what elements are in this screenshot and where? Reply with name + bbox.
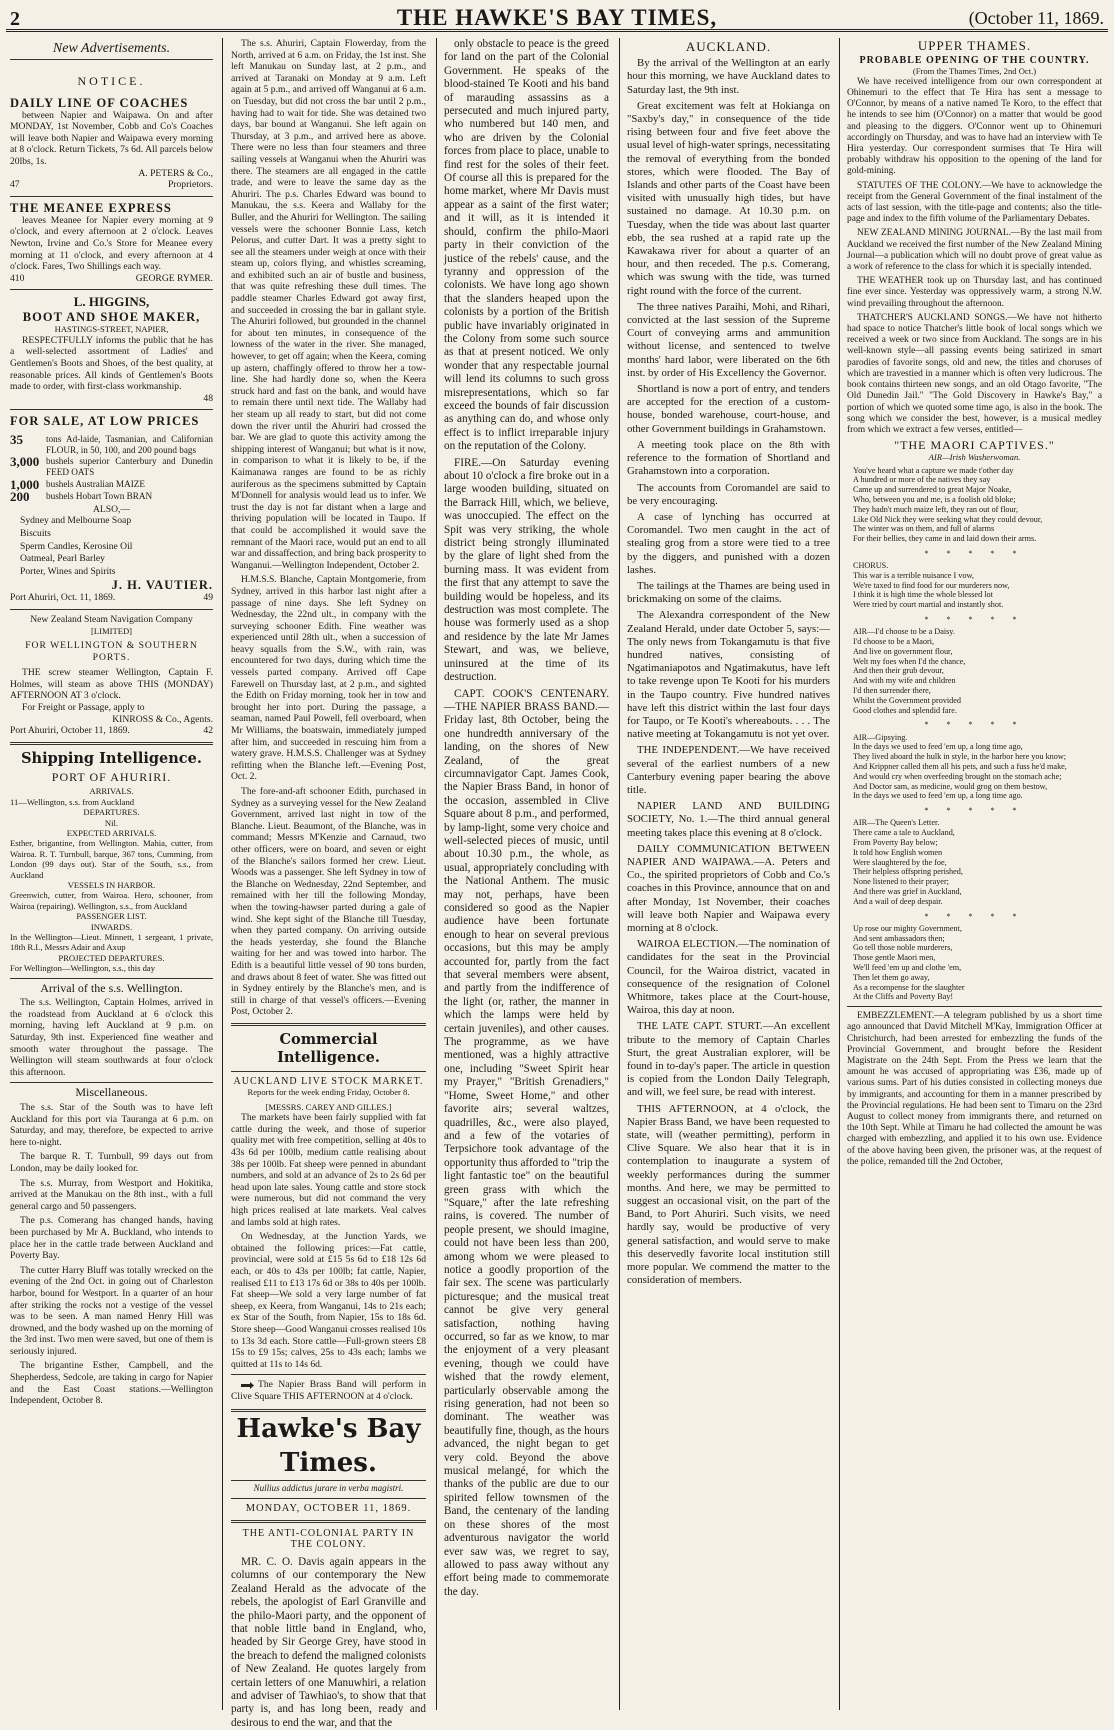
divider	[10, 409, 213, 410]
band-notice	[231, 1379, 426, 1402]
company-name: New Zealand Steam Navigation Company	[30, 614, 193, 625]
poem-line: Were slaughtered by the foe,	[853, 857, 947, 867]
column-rule	[436, 38, 437, 1710]
auckland-paragraphs	[627, 57, 830, 1287]
sale-qty: 200	[10, 489, 30, 505]
ad-ref: 48	[203, 392, 213, 404]
upper-thames-paragraphs	[847, 77, 1102, 436]
ad-body: between Napier and Waipawa. On and after MONDAY, 1st November, Cobb and Co's Coaches will leave both Napier and Waipawa every morning at 8 o'clock. Return Tickets, 7s 6d. All parcels below 20lbs, 1s.	[10, 109, 213, 167]
ad-heading: THE MEANEE EXPRESS	[10, 200, 172, 215]
vessels-in-harbor: Greenwich, cutter, from Wairoa. Hero, schooner, from Wairoa (repairing). Wellington, s.s., from Auckland	[10, 890, 213, 911]
market-paragraph: The markets have been fairly supplied with fat cattle during the week, and those of superior quality met with free competition, selling at 40s to 43s 6d per 100lb, medium cattle realising about 38s per 100lb. Fat sheep were penned in abundant numbers, and sold at an advance of 2s to 2s 6d per head upon late sales. Young cattle and store stock were numerous, but did not command the very high prices realised at late markets. Veal calves and lambs sold at high rates.	[231, 1112, 426, 1228]
ad-date: Port Ahuriri, Oct. 11, 1869.	[10, 592, 116, 604]
sale-extra: Oatmeal, Pearl Barley	[20, 553, 105, 565]
commercial-intelligence	[231, 1031, 426, 1403]
divider	[10, 196, 213, 197]
expected-arrivals: Esther, brigantine, from Wellington. Mahia, cutter, from Wairoa. R. T. Turnbull, barque, 367 tons, Cumming, from London (99 days out). Star of the South, s.s., from Auckland	[10, 838, 213, 880]
editorial-date: MONDAY, OCTOBER 11, 1869.	[245, 1503, 412, 1515]
sale-extra: Sperm Candles, Kerosine Oil	[20, 540, 133, 552]
ad-ref: 410	[10, 272, 25, 284]
ad-heading: FOR SALE, AT LOW PRICES	[10, 414, 200, 429]
arrivals-label: ARRIVALS.	[89, 786, 134, 797]
poem-line: The winter was on them, and full of alarms	[853, 524, 995, 534]
notice-heading: NOTICE.	[77, 74, 146, 88]
editorial-paragraph: FIRE.—On Saturday evening about 10 o'clock a fire broke out in a large wooden building, situated on the Barrack Hill, which, we believe, was unoccupied. The effect on the Spit was very striking, the whole district being strongly illuminated by the glare of light shed from the burning mass. It was evident from the first that any attempt to save the building would be hopeless, and its destruction was most complete. The house was formerly used as a shop and residence by the late Mr James Stewart, and was, we believe, uninsured at the time of its destruction.	[444, 456, 609, 684]
poem-line: Good clothes and splendid fare.	[853, 705, 957, 715]
poem-line: Who, between you and me, is a foolish old bloke;	[853, 494, 1016, 504]
stanza-separator: * * * * *	[924, 911, 1025, 921]
news-paragraph: The fore-and-aft schooner Edith, purchased in Sydney as a surveying vessel for the New Zealand Government, arrived last night in tow of the Blanche. Lieut. Beaumont, of the Blanche, was in command; Messrs M'Kenzie and Carnaud, two other officers, were on board, and seven or eight of the Blanche's sailors formed her crew. Lieut. Woods was a passenger. She left Sydney in tow of the Blanche on Wednesday, 22nd September, and remained with her till the following Monday, when the towing-hawser parted during a gale of wind. She kept sight of the Blanche till Tuesday, when they parted company. On arriving outside the heads yesterday, she found the Blanche waiting for her and was towed into harbor. The Edith is a beautiful little vessel of 90 tons burden, and draws about 8 feet of water. She was fitted out in Sydney entirely by the Blanche's men, and is still in charge of that vessel's officers.—Evening Post, October 2.	[231, 786, 426, 1018]
ad-trade: BOOT AND SHOE MAKER,	[22, 310, 201, 325]
auckland-paragraph: THE LATE CAPT. STURT.—An excellent tribute to the memory of Captain Charles Sturt, the great Australian explorer, will be found in to-day's paper. The article in question is copied from the London Daily Telegraph, and will, we feel sure, be read with interest.	[627, 1020, 830, 1099]
market-paragraph: On Wednesday, at the Junction Yards, we obtained the following prices:—Fat cattle, provincial, were sold at £15 5s 6d to £18 12s 6d each, or 40s to 43s per 100lb; fat cattle, Napier, realised £11 to £13 17s 6d or 38s to 40s per 100lb. Fat sheep—We sold a very large number of fat sheep, ex Keera, from Wanganui, 14s to 21s each; ex Star of the South, from Napier, 15s to 18s 6d. Store sheep—Good Wanganui crosses realised 10s to 13s 3d each. Store cattle—Full-grown steers £8 15s to £9 15s; calves, 25s to 43s each; lambs we quitted at 11s to 14s 6d.	[231, 1231, 426, 1370]
ad-signature: GEORGE RYMER.	[135, 272, 213, 284]
misc-paragraph: The barque R. T. Turnbull, 99 days out from London, may be daily looked for.	[10, 1151, 213, 1174]
poem-line: At the Cliffs and Poverty Bay!	[853, 992, 954, 1002]
port-name: PORT OF AHURIRI.	[51, 769, 172, 784]
poem-line: In the days we used to feed 'em up, a long time ago,	[853, 742, 1023, 752]
column-rule	[839, 38, 840, 1710]
thames-paragraph: THATCHER'S AUCKLAND SONGS.—We have not hitherto had space to notice Thatcher's little book of local songs which we received a week or two since from Auckland. The songs are in his well-known style—all passing events being satirized in smart parodies of favorite songs, old and new, the titles and choruses of which are travestied in a manner which is often very ludicrous. The book contains thirteen new songs, and an old Otago favorite, "The Old Dunedin Jail." "The Gold Discovery in Hawke's Bay," a portion of which we quoted some time ago, is also in the book. The song which we consider the best, however, is a musical medley from which we extract a few verses, entitled—	[847, 312, 1102, 435]
poem-stanza	[853, 733, 1102, 802]
divider	[10, 609, 213, 610]
ad-name: L. HIGGINS,	[73, 294, 150, 310]
upper-thames-subheading: PROBABLE OPENING OF THE COUNTRY.	[859, 55, 1090, 67]
coaches-ad	[10, 96, 213, 191]
arrival-body: The s.s. Wellington, Captain Holmes, arrived in the roadstead from Auckland at 6 o'clock this morning, having left Auckland at 9 p.m. on Saturday, 9th inst. Experienced fine weather and smooth water throughout the passage. The Wellington will steam southwards at four o'clock this afternoon.	[10, 997, 213, 1078]
poem-line: And would cry when overfeeding brought on the stomach ache;	[853, 771, 1062, 781]
editorial-paragraph: CAPT. COOK'S CENTENARY.—THE NAPIER BRASS BAND.—Friday last, 8th October, being the one hundredth anniversary of the landing, on the shores of New Zealand, of the great circumnavigator Capt. James Cook, the Napier Brass Band, in honor of the occasion, assembled in Clive Square about 8 p.m., and performed, by lamp-light, some very choice and well-selected pieces of music, until about 10.30 p.m., the whole, as usual, appropriately concluding with the National Anthem. The music may not, perhaps, have been considered so good as the Napier audience have been fortunate enough to hear on several previous occasions, but this may be amply accounted for, partly from the fact that several members were absent, and partly from the indifference of the light (or, rather, the manner in which the lamps were held by certain juveniles), and other causes. The programme, as we have mentioned, was a highly attractive one, including "Sweet Spirit hear my Prayer," "British Grenadiers," "Home, Sweet Home," and other favorite airs; several waltzes, quadrilles, &c., were also played, and a few of the votaries of Terpsichore took advantage of the opportunity thus afforded to "trip the light fantastic toe" on the beautiful green grass with which the "Square," after the late refreshing rains, is covered. The number of people present, we should imagine, could not have been less than 200, among whom we were pleased to notice a goodly proportion of the fair sex. The scene was particularly picturesque; and the musical treat cannot be give very general satisfaction, nothing having occurred, so far as we know, to mar the enjoyment of a very pleasant evening, though we could have wished that the rowdy element, particularly observable among the rising generation, had not been so dominant. The weather was beautifully fine, though, as the hours advanced, the night began to get very cold. Beyond the above musical melangé, for which the thanks of the public are due to our spirited fellow townsmen of the Band, the centenary of the landing on these shores of the most adventurous navigator the world ever saw was, we regret to say, allowed to pass away without any effort being made to commemorate the day.	[444, 687, 609, 1598]
harbor-label: VESSELS IN HARBOR.	[67, 880, 156, 890]
agents: KINROSS & Co., Agents.	[112, 713, 213, 725]
stanza-separator: * * * * *	[924, 806, 1025, 816]
ad-ref: 49	[203, 592, 213, 604]
auckland-paragraph: THE INDEPENDENT.—We have received several of the earliest numbers of a new Canterbury evening paper bearing the above title.	[627, 744, 830, 796]
sale-items	[10, 434, 213, 503]
route: FOR WELLINGTON & SOUTHERN PORTS.	[25, 640, 198, 663]
poem-line: We're taxed to find food for our murderers now,	[853, 580, 1010, 590]
paper-title: Hawke's Bay Times.	[231, 1409, 426, 1481]
stanza-separator: * * * * *	[924, 548, 1025, 558]
sale-extra: Sydney and Melbourne Soap	[20, 515, 132, 527]
news-paragraph: H.M.S.S. Blanche, Captain Montgomerie, from Sydney, arrived in this harbor last night after a passage of nine days. She left Sydney on Wednesday, the 22nd ult., in company with the surveying schooner Edith. Fine weather was experienced until 28th ult., when a succession of heavy squalls from the S.W., with rain, was encountered for two days, during which time the vessels parted company. Arrived off Cape Farewell on Thursday last, at 2 p.m., and sighted the Edith on Friday morning, took her in tow and brought her into port. During the passage, a seaman, named Paul Powell, fell overboard, when Mr Williams, the boatswain, immediately jumped after him, and succeeded in rescuing him from a watery grave. H.M.S.S. Challenger was at Sydney refitting when the Blanche left.—Evening Post, Oct. 2.	[231, 574, 426, 783]
sale-item	[10, 491, 213, 503]
divider	[231, 1520, 426, 1523]
editorial-body: MR. C. O. Davis again appears in the columns of our contemporary the New Zealand Herald as the advocate of the rebels, the apologist of Earl Granville and the philo-Maori party, and the opponent of that noble little band in England, who, headed by Sir George Grey, have stood in the breach to defend the maligned colonists of New Zealand. He quotes largely from certain letters of one Manuwhiri, a relation and adviser of Tawhiao's, to show that that party is, and has long been, ready and desirous to end the war, and that the	[231, 1555, 426, 1729]
shipping-intelligence	[10, 750, 213, 974]
poem-line: And Doctor sam, as medicine, would grog on them bestow,	[853, 781, 1048, 791]
freight-line: For Freight or Passage, apply to	[22, 701, 145, 713]
auckland-paragraph: Shortland is now a port of entry, and tenders are accepted for the erection of a custom-house, bonded warehouse, court-house, and other Government buildings in Grahamstown.	[627, 383, 830, 435]
divider	[847, 1006, 1102, 1007]
paper-motto: Nullius addictus jurare in verba magistri.	[253, 1482, 404, 1493]
misc-paragraph: The cutter Harry Bluff was totally wrecked on the evening of the 2nd Oct. in going out of Charleston harbor, bound for Westport. In a quarter of an hour after striking the rocks not a vestige of the vessel was to be seen. A man named Henry Hill was drowned, and the body washed up on the morning of the 3rd inst. Two men were saved, but one of them is seriously injured.	[10, 1264, 213, 1357]
newspaper-title: THE HAWKE'S BAY TIMES,	[396, 5, 718, 30]
embezzlement-article: EMBEZZLEMENT.—A telegram published by us a short time ago announced that David Mitchell M'Kay, Immigration Officer at Christchurch, had been arrested for embezzling the funds of the Provincial Government, and brought before the Resident Magistrate on the 24th Sept. From the Press we learn that the amount he was accused of appropriating was £36, made up of various sums. Part of his duties consisted in collecting moneys due by immigrants, and accounting for them in a manner prescribed by the Provincial regulations. He had been sent to Timaru on the 23rd August to collect money from immigrants there, and returned on the 10th Sept. While at Timaru he had collected the amount he was charged with embezzling, and applied it to his own use. Evidence of the above having been given, the prisoner was, at the request of the police, remanded till the 2nd October,	[847, 1011, 1102, 1167]
sale-also: ALSO,—	[92, 503, 131, 515]
divider	[231, 1498, 426, 1499]
column-auckland	[623, 38, 836, 1710]
poem-line: Their helpless offspring perished,	[853, 867, 963, 877]
poem-line: There came a tale to Auckland,	[853, 828, 955, 838]
sale-qty: 35	[10, 432, 23, 448]
inwards-label: INWARDS.	[90, 921, 133, 932]
ad-body: RESPECTFULLY informs the public that he has a well-selected assortment of Ladies' and Gentlemen's Boots and Shoes, of the best quality, at reasonable prices. All kinds of Gentlemen's Boots made to order, with first-class workmanship.	[10, 334, 213, 393]
sale-text: bushels Hobart Town BRAN	[46, 491, 153, 502]
sale-extra: Biscuits	[20, 528, 51, 540]
expected-label: EXPECTED ARRIVALS.	[66, 827, 157, 838]
commercial-heading: Commercial Intelligence.	[277, 1030, 380, 1066]
poem-title: "THE MAORI CAPTIVES."	[894, 438, 1055, 453]
poem-line: And Krippner called them all his pets, and such a fuss he'd make,	[853, 762, 1067, 772]
poem-line: A hundred or more of the natives they say	[853, 475, 991, 485]
auckland-paragraph: By the arrival of the Wellington at an early hour this morning, we have Auckland dates to Saturday last, the 9th inst.	[627, 57, 830, 96]
ad-signature: J. H. VAUTIER.	[111, 578, 213, 593]
editorial-paragraphs	[444, 38, 609, 1599]
divider	[10, 289, 213, 290]
poem-line: CHORUS.	[853, 561, 889, 571]
column-advertisements	[6, 38, 219, 1710]
poem-line: From Poverty Bay below;	[853, 838, 938, 848]
poem-line: AIR—I'd choose to be a Daisy.	[853, 627, 955, 637]
poem-line: I'd choose to be a Maori,	[853, 637, 935, 647]
ad-signature: A. PETERS & Co.,	[138, 167, 213, 179]
poem-line: We'll feed 'em up and clothe 'em,	[853, 963, 962, 972]
ad-date: Port Ahuriri, October 11, 1869.	[10, 725, 130, 737]
meanee-express-ad	[10, 201, 213, 285]
poem-stanza	[853, 561, 1102, 610]
upper-thames-source: (From the Thames Times, 2nd Oct.)	[912, 66, 1037, 77]
auckland-paragraph: NAPIER LAND AND BUILDING SOCIETY, No. 1.—The third annual general meeting takes place this evening at 8 o'clock.	[627, 800, 830, 839]
poem-line: They lived aboard the hulk in style, in the harbor here you know;	[853, 752, 1067, 762]
misc-paragraphs	[10, 1102, 213, 1407]
divider	[10, 978, 213, 979]
poem-line: Like Old Nick they were seeking what they could devour,	[853, 514, 1043, 524]
stanza-separator: * * * * *	[924, 615, 1025, 625]
poem-line: Go tell those noble murderers,	[853, 943, 953, 953]
sale-item	[10, 456, 213, 477]
poem-line: Up rose our mighty Government,	[853, 923, 962, 933]
auckland-paragraph: The tailings at the Thames are being used in brickmaking on some of the claims.	[627, 579, 830, 606]
departures-label: DEPARTURES.	[83, 807, 140, 818]
sale-qty: 1,000	[10, 476, 40, 492]
stanza-separator: * * * * *	[924, 720, 1025, 730]
divider	[10, 1082, 213, 1083]
market-title: AUCKLAND LIVE STOCK MARKET.	[233, 1075, 424, 1087]
poem-line: Those gentle Maori men,	[853, 953, 936, 963]
misc-paragraph: The s.s. Murray, from Westport and Hokitika, arrived at the Manukau on the 8th inst., with a full general cargo and 50 passengers.	[10, 1177, 213, 1212]
ad-address: HASTINGS-STREET, NAPIER,	[54, 324, 169, 335]
poem-stanza	[853, 466, 1102, 544]
misc-paragraph: The p.s. Comerang has changed hands, having been purchased by Mr A. Buckland, who intends to place her in the cattle trade between Auckland and Poverty Bay.	[10, 1215, 213, 1262]
arrival-article	[10, 980, 213, 1079]
departures: Nil.	[104, 817, 119, 828]
inwards: In the Wellington—Lieut. Minnett, 1 sergeant, 1 private, 18th R.I., Messrs Adair and Axup	[10, 932, 213, 953]
ad-ref: 42	[203, 725, 213, 737]
poem-line: It told how English women	[853, 847, 943, 857]
poem-stanza	[853, 627, 1102, 715]
poem-line: Were tried by court martial and instantly shot.	[853, 600, 1004, 610]
poem-line: I'd then surrender there,	[853, 686, 931, 696]
sale-ad	[10, 414, 213, 604]
poem-line: As a recompense for the slaughter	[853, 982, 965, 992]
column-upper-thames	[843, 38, 1108, 1710]
news-paragraph: The s.s. Ahuriri, Captain Flowerday, from the North, arrived at 6 a.m. on Friday, the 1st inst. She left Manukau on Sunday last, at 2 p.m., and arrived at Taranaki on Monday at 9 a.m. Left again at 5 p.m., and arrived off Wanganui at 6 a.m. on Tuesday, but did not cross the bar until 2 p.m., having had to wait for tide. She was detained two days, bar bound at Wanganui. She left again on Thursday, at 3 p.m., and arrived here as above. There were no less than four steamers and three sailing vessels at Wanganui when the Ahuriri was there. The steamers are all engaged in the cattle trade, and were to leave the same day as the Ahuriri. The p.s. Charles Edward was bound to Manukau, the s.s. Keera and Wallaby for the Buller, and the Ahuriri for Wellington. The sailing vessels were the schooner Bonnie Lass, ketch Pelorus, and cutter Dart. It was a pretty sight to see all the steamers under weigh at once with their steam up, colors flying, and whistles screaming, and exhibited such an air of bustle and business, that was quite refreshing these dull times. The paddle steamer Charles Edward got away first, and succeeded in crossing the bar in gallant style. The Ahuriri followed, but grounded in the channel for about ten minutes, in consequence of the lowness of the water in the river. She managed, however, to get off again; when the Keera, coming up astern, chaffingly offered to throw her a tow-line. She had hardly done so, when the Keera struck hard and fast on the bank, and would have to remain there until next tide. The Wallaby had her steam up all ready to start, but did not come down the river until the Ahuriri had crossed the bar. We are glad to quote this activity among the shipping interest of Wanganui; but what is it now, in comparison to what it is likely to be, if the Kaimanawa ranges are found to be as richly auriferous as the specimens submitted by Captain M'Donnell for analysis would lead us to infer. We trust the day is not far distant when a large and thriving population will be located in Taupo. If that could be accomplished it would save the remnant of the Maori race, would put an end to all war and dissaffection, and bring back prosperity to Wanganui.—Wellington Independent, October 2.	[231, 38, 426, 571]
poem-line: I think it is high time the whole blessed lot	[853, 590, 993, 600]
ad-body: THE screw steamer Wellington, Captain F. Holmes, will steam as above THIS (MONDAY) AFTERNOON AT 3 o'clock.	[10, 667, 213, 702]
poem-line: Whilst the Government provided	[853, 695, 962, 705]
poem-line: AIR—The Queen's Letter.	[853, 818, 940, 828]
market-paragraphs	[231, 1112, 426, 1370]
projected-departures: For Wellington—Wellington, s.s., this day	[10, 963, 156, 974]
auckland-heading: AUCKLAND.	[685, 39, 772, 54]
miscellaneous	[10, 1087, 213, 1406]
ad-body: leaves Meanee for Napier every morning at 9 o'clock, and every afternoon at 2 o'clock. Leaves Newton, Irvine and Co.'s Store for Meanee every morning at 11 o'clock, and every afternoon at 4 o'clock. Fares, Two Shillings each way.	[10, 214, 213, 273]
poem-line: Then let them go away,	[853, 972, 930, 982]
misc-paragraph: The brigantine Esther, Campbell, and the Shepherdess, Sedcole, are taking in cargo for Napier and the East Coast stations.—Wellington Independent, October 8.	[10, 1360, 213, 1407]
sale-item	[10, 434, 213, 455]
poem-line: In the days we used to feed 'em up, a long time ago.	[853, 791, 1023, 801]
divider	[10, 742, 213, 745]
auckland-paragraph: The three natives Paraihi, Mohi, and Rihari, convicted at the last session of the Supreme Court of conveying arms and ammunition without license, and sentenced to twelve months' hard labor, were liberated on the 6th inst. by order of His Excellency the Governor.	[627, 300, 830, 379]
poem-stanza	[853, 818, 1102, 906]
divider	[231, 1023, 426, 1026]
arrivals: 11—Wellington, s.s. from Auckland	[10, 796, 135, 807]
masthead	[6, 4, 1108, 32]
auckland-paragraph: DAILY COMMUNICATION BETWEEN NAPIER AND WAIPAWA.—A. Peters and Co., the spirited proprietors of Cobb and Co.'s coaches in this Province, announce that on and after Monday, 1st November, their coaches will leave both Napier and Waipawa every morning at 8 o'clock.	[627, 842, 830, 934]
poem-line: And live on government flour,	[853, 646, 953, 656]
poem-line: AIR—Gipsying.	[853, 732, 908, 742]
sale-text: tons Ad-laide, Tasmanian, and Californian FLOUR, in 50, 100, and 200 pound bags	[46, 434, 213, 455]
divider	[231, 1374, 426, 1375]
ad-heading: DAILY LINE OF COACHES	[10, 95, 189, 110]
poem-line: And then their grub devour,	[853, 666, 944, 676]
company-limited: [LIMITED]	[90, 625, 133, 636]
editorial-heading: THE ANTI-COLONIAL PARTY IN THE COLONY.	[242, 1527, 415, 1551]
sale-qty: 3,000	[10, 454, 40, 470]
poem-line: And sent ambassadors then;	[853, 933, 945, 943]
misc-paragraph: The s.s. Star of the South was to have left Auckland for this port via Tauranga at 6 p.m. on Saturday, and may, therefore, be expected to arrive here to-night.	[10, 1102, 213, 1148]
arrival-heading: Arrival of the s.s. Wellington.	[40, 980, 183, 995]
issue-date: (October 11, 1869.	[968, 8, 1104, 28]
column-news-2	[227, 38, 432, 1729]
divider	[231, 1071, 426, 1072]
poem-line: You've heard what a capture we made t'other day	[853, 465, 1014, 475]
auckland-paragraph: Great excitement was felt at Hokianga on "Saxby's day," in consequence of the tide rising between four and five feet above the usual level of high-water springs, necessitating the removal of everything from the bonded stores, which were flooded. The Bay of Islands and other parts of the Coast have been visited with unusually high tides, but have sustained no damage. At 10.30 p.m. on Tuesday, when the tide was about last quarter ebb, the sea rushed at a rapid rate up the Kawakawa river for about a quarter of an hour, and then receded. The p.s. Comerang, which was swung with the tide, was turned right round with the force of the current.	[627, 99, 830, 297]
misc-heading: Miscellaneous.	[75, 1085, 148, 1100]
poem-air: AIR—Irish Washerwoman.	[928, 452, 1021, 463]
column-editorial	[440, 38, 615, 1710]
upper-thames-heading: UPPER THAMES.	[917, 38, 1032, 53]
poem-line: Welt my foes when I'd the chance,	[853, 656, 966, 666]
sale-text: bushels Australian MAIZE	[46, 478, 146, 489]
poem-stanza	[853, 924, 1102, 1002]
market-period: Reports for the week ending Friday, October 8.	[247, 1087, 410, 1098]
poem-stanzas	[847, 466, 1102, 1003]
poem-line: And there was grief in Auckland,	[853, 887, 962, 897]
higgins-ad	[10, 294, 213, 404]
passenger-label: PASSENGER LIST.	[76, 911, 147, 922]
poem-line: For their bellies, they came in and laid down their arms.	[853, 534, 1037, 544]
ad-role: Proprietors.	[167, 179, 213, 191]
page-number: 2	[10, 8, 20, 30]
thames-paragraph: NEW ZEALAND MINING JOURNAL.—By the last mail from Auckland we received the first number of the New Zealand Mining Journal—a publication which will no doubt prove of great value as a work of reference to the class for which it is specially intended.	[847, 228, 1102, 273]
sale-extra: Porter, Wines and Spirits	[20, 565, 116, 577]
poem-line: None listened to their prayer;	[853, 877, 949, 887]
section-title: New Advertisements.	[10, 40, 213, 60]
market-firm: [MESSRS. CAREY AND GILLES.]	[265, 1101, 392, 1112]
auckland-paragraph: THIS AFTERNOON, at 4 o'clock, the Napier Brass Band, we have been requested to state, will (weather permitting), perform in Clive Square. We also hear that it is in contemplation to inaugurate a system of weekly performances during the summer months. And here, we may be permitted to suggest an occasional visit, on the part of the Band, to Port Ahuriri. Such visits, we need hardly say, would be productive of very general satisfaction, and would serve to make this deservedly favorite local institution still more popular. We commend the matter to the consideration of members.	[627, 1102, 830, 1287]
sale-extras	[10, 515, 213, 577]
column-rule	[222, 38, 223, 1710]
sale-text: bushels superior Canterbury and Dunedin FEED OATS	[46, 456, 213, 478]
projected-label: PROJECTED DEPARTURES.	[58, 952, 165, 963]
poem-line: And with my wife and children	[853, 676, 956, 686]
auckland-paragraph: A meeting took place on the 8th with reference to the formation of Shortland and Grahamstown into a corporation.	[627, 438, 830, 478]
steam-navigation-ad	[10, 614, 213, 737]
poem-line: They hadn't much maize left, they ran out of flour,	[853, 504, 1019, 514]
shipping-news	[231, 38, 426, 1018]
shipping-heading: Shipping Intelligence.	[21, 749, 202, 767]
auckland-paragraph: The Alexandra correspondent of the New Zealand Herald, under date October 5, says:—The only news from Tokangamutu is that five hundred natives, consisting of Ngatimaniapotos and Ngatimakutus, have left to take revenge upon Te Kooti for his murders in the Taupo country. Five hundred natives have left this district within the last four days for Taupo, or Te Kooti's whereabouts. . . . The native meeting at Tokangamutu is not yet over.	[627, 609, 830, 741]
poem-line: Came up and surrendered to great Major Noake,	[853, 485, 1012, 495]
sale-item	[10, 476, 213, 492]
thames-paragraph: We have received intelligence from our own correspondent at Ohinemuri to the effect that Te Hira has sent a message to O'Connor, by means of a native named Te Koro, to the effect that he intends to see him (O'Connor) on a matter that would be good and pleasing to the diggers. O'Connor went up to Ohinemuri accordingly on Thursday, and was to have had an interview with Te Hira yesterday. Our correspondent surmises that Te Hira will probably withdraw his opposition to the opening of the land for gold-mining.	[847, 76, 1102, 177]
thames-paragraph: STATUTES OF THE COLONY.—We have to acknowledge the receipt from the General Government of the final instalment of the acts of last session, with the title-page and contents; also the title-page and index to the fifth volume of the Parliamentary Debates.	[847, 180, 1102, 225]
band-notice-text: The Napier Brass Band will perform in Clive Square THIS AFTERNOON at 4 o'clock.	[231, 1379, 426, 1402]
poem-line: And a wail of deep despair.	[853, 896, 943, 906]
pointing-hand-icon	[241, 1381, 255, 1390]
column-rule	[619, 38, 620, 1710]
poem-line: This war is a terrible nuisance I vow,	[853, 570, 974, 580]
auckland-paragraph: A case of lynching has occurred at Coromandel. Two men caught in the act of stealing grog from a store were tied to a tree by the diggers, and punished with a dozen lashes.	[627, 510, 830, 576]
thames-paragraph: THE WEATHER took up on Thursday last, and has continued fine ever since. Yesterday was oppressively warm, a strong N.W. wind prevailing throughout the afternoon.	[847, 276, 1102, 309]
auckland-paragraph: WAIROA ELECTION.—The nomination of candidates for the seat in the Provincial Council, for the Wairoa district, vacated in consequence of the resignation of Colonel Whitmore, takes place at the Court-house, Wairoa, this day at noon.	[627, 938, 830, 1017]
ad-ref: 47	[10, 179, 20, 191]
auckland-paragraph: The accounts from Coromandel are said to be very encouraging.	[627, 481, 830, 507]
editorial-paragraph: only obstacle to peace is the greed for land on the part of the Colonial Government. He speaks of the blood-stained Te Kooti and his band of marauding assassins as a persecuted and much injured party, who numbered but 140 men, and who are driven by the Colonial forces from place to place, unable to find rest for the soles of their feet. Of course all this is prepared for the home market, where Mr Davis must appear as a saint of the first water; and it will, as it is intended it should, confirm the philo-Maori party in their conviction of the justice of the rebels' cause, and the tyranny and oppression of the colonists. We have long ago shown that the slanders heaped upon the colonists by a portion of the British public have invariably originated in the Colony from some such source as that at present noticed. We only wonder that any respectable journal will lend its columns to such gross misrepresentations, which so far exceed the bounds of fair discussion as anything can do, and whose only effect is to inflict irreparable injury on the reputation of the Colony.	[444, 38, 609, 453]
